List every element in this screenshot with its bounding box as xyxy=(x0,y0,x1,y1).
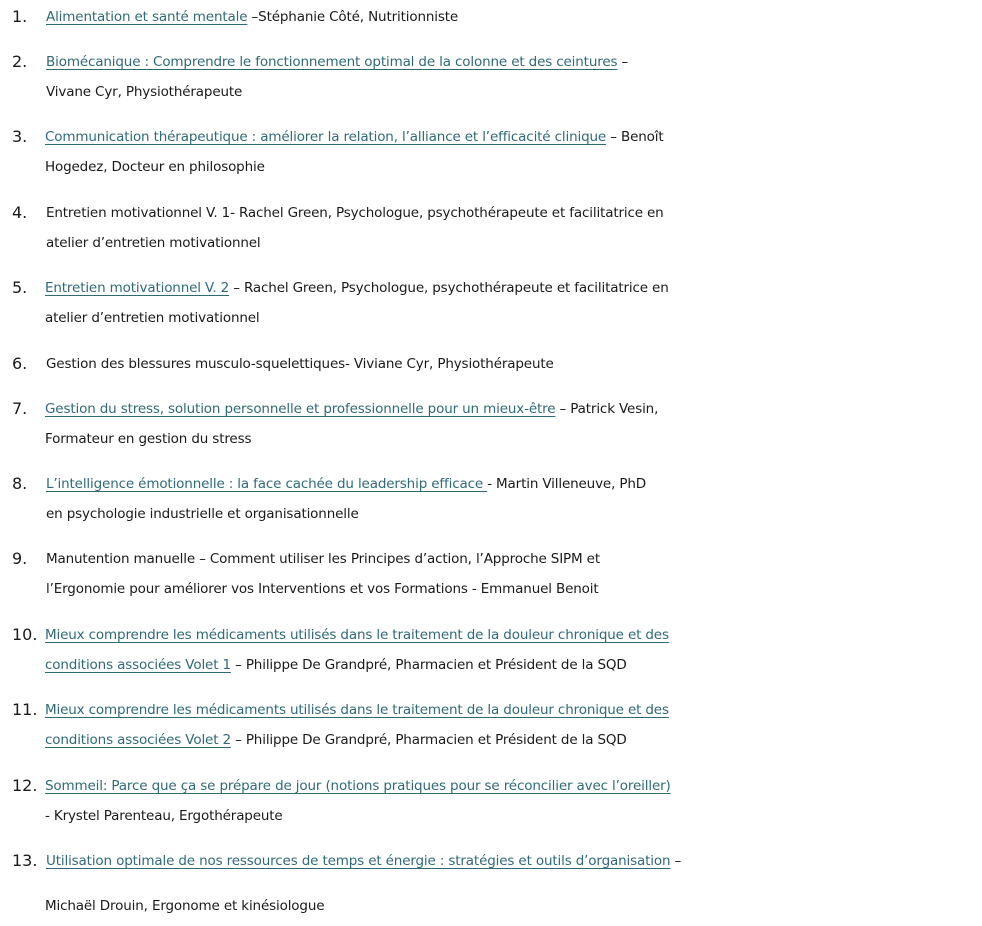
course-link[interactable]: Entretien motivationnel V. 2 xyxy=(45,280,230,296)
course-author: – Patrick Vesin, xyxy=(555,401,659,417)
list-line xyxy=(0,695,982,725)
course-author-continued: atelier d’entretien motivationnel xyxy=(45,310,260,326)
list-number: 12. xyxy=(12,776,38,795)
list-item xyxy=(0,198,982,258)
course-title-text: Gestion des blessures musculo-squelettiques- Viviane Cyr, Physiothérapeute xyxy=(46,356,554,372)
list-line xyxy=(0,469,982,499)
list-number: 11. xyxy=(12,700,38,719)
list-line-continued xyxy=(0,574,982,604)
list-number: 7. xyxy=(12,399,28,418)
course-author-continued: Formateur en gestion du stress xyxy=(45,431,252,447)
list-number: 3. xyxy=(12,127,28,146)
list-line-continued xyxy=(0,152,982,182)
course-author-continued: l’Ergonomie pour améliorer vos Interventions et vos Formations - Emmanuel Benoit xyxy=(46,581,599,597)
course-title-text: Entretien motivationnel V. 1- Rachel Green, Psychologue, psychothérapeute et facilitatrice en xyxy=(46,205,664,221)
course-link[interactable]: Mieux comprendre les médicaments utilisés dans le traitement de la douleur chronique et des xyxy=(45,702,669,718)
list-item xyxy=(0,846,982,921)
list-number: 9. xyxy=(12,549,28,568)
list-item xyxy=(0,349,982,379)
list-line xyxy=(0,771,982,801)
list-line-continued xyxy=(0,499,982,529)
list-number: 6. xyxy=(12,354,28,373)
course-author-continued: en psychologie industrielle et organisationnelle xyxy=(46,506,359,522)
course-link[interactable]: Mieux comprendre les médicaments utilisés dans le traitement de la douleur chronique et des xyxy=(45,627,669,643)
course-link[interactable]: Biomécanique : Comprendre le fonctionnement optimal de la colonne et des ceintures xyxy=(46,54,618,70)
list-number: 5. xyxy=(12,278,28,297)
list-line xyxy=(0,2,982,32)
list-line-continued xyxy=(0,801,982,831)
list-line-continued xyxy=(0,303,982,333)
list-item xyxy=(0,47,982,107)
course-author: – Benoît xyxy=(606,129,664,145)
list-number: 4. xyxy=(12,203,28,222)
list-number: 10. xyxy=(12,625,38,644)
list-item xyxy=(0,695,982,755)
course-link[interactable]: Alimentation et santé mentale xyxy=(46,9,248,25)
list-line xyxy=(0,394,982,424)
course-author: – xyxy=(670,853,682,869)
list-line-continued xyxy=(0,725,982,755)
list-line xyxy=(0,846,982,876)
course-link[interactable]: Communication thérapeutique : améliorer la relation, l’alliance et l’efficacité clinique xyxy=(45,129,607,145)
course-title-text: Manutention manuelle – Comment utiliser les Principes d’action, l’Approche SIPM et xyxy=(46,551,600,567)
list-line-continued xyxy=(0,77,982,107)
list-line-continued xyxy=(0,650,982,680)
list-item xyxy=(0,273,982,333)
list-line xyxy=(0,273,982,303)
course-author-continued: Michaël Drouin, Ergonome et kinésiologue xyxy=(45,898,325,914)
course-author: – Philippe De Grandpré, Pharmacien et Président de la SQD xyxy=(230,732,627,748)
course-author-continued: Hogedez, Docteur en philosophie xyxy=(45,159,265,175)
course-author: –Stéphanie Côté, Nutritionniste xyxy=(247,9,459,25)
list-item xyxy=(0,544,982,604)
list-line xyxy=(0,198,982,228)
course-link-continued[interactable]: conditions associées Volet 2 xyxy=(45,732,231,748)
course-author-continued: - Krystel Parenteau, Ergothérapeute xyxy=(45,808,283,824)
list-line-continued xyxy=(0,891,982,921)
list-item xyxy=(0,771,982,831)
list-number: 1. xyxy=(12,7,28,26)
list-line xyxy=(0,47,982,77)
course-link[interactable]: Utilisation optimale de nos ressources de temps et énergie : stratégies et outils d’organisation xyxy=(46,853,671,869)
list-line xyxy=(0,122,982,152)
course-author: – xyxy=(617,54,629,70)
course-author-continued: Vivane Cyr, Physiothérapeute xyxy=(46,84,243,100)
list-number: 13. xyxy=(12,851,38,870)
list-item xyxy=(0,2,982,32)
course-author-continued: atelier d’entretien motivationnel xyxy=(46,235,261,251)
course-author: - Martin Villeneuve, PhD xyxy=(487,476,646,492)
list-line-continued xyxy=(0,228,982,258)
list-item xyxy=(0,122,982,182)
list-line xyxy=(0,349,982,379)
list-line-continued xyxy=(0,424,982,454)
list-item xyxy=(0,394,982,454)
course-link-continued[interactable]: conditions associées Volet 1 xyxy=(45,657,231,673)
course-author: – Philippe De Grandpré, Pharmacien et Président de la SQD xyxy=(230,657,627,673)
list-number: 8. xyxy=(12,474,28,493)
list-number: 2. xyxy=(12,52,28,71)
course-link[interactable]: L’intelligence émotionnelle : la face cachée du leadership efficace xyxy=(46,476,488,492)
course-link[interactable]: Sommeil: Parce que ça se prépare de jour (notions pratiques pour se réconcilier avec l’oreiller) xyxy=(45,778,671,794)
list-item xyxy=(0,620,982,680)
course-link[interactable]: Gestion du stress, solution personnelle et professionnelle pour un mieux-être xyxy=(45,401,556,417)
list-line xyxy=(0,620,982,650)
list-line xyxy=(0,544,982,574)
course-author: – Rachel Green, Psychologue, psychothérapeute et facilitatrice en xyxy=(229,280,669,296)
list-item xyxy=(0,469,982,529)
